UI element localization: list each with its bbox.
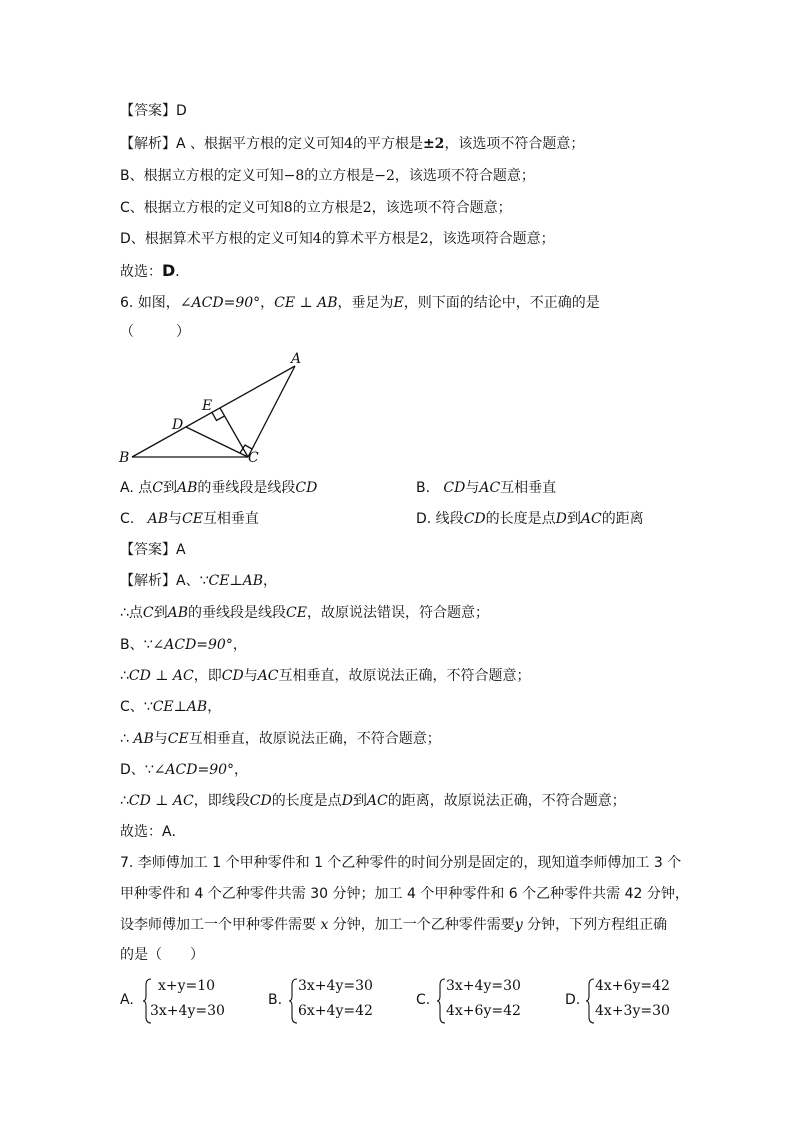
q6-analysis-5: C、∵CE⊥AB， [120,699,222,715]
q6-option-b: B. CD与AC互相垂直 [416,480,557,496]
label-d: D [172,417,184,433]
q7-stem-2: 甲种零件和 4 个乙种零件共需 30 分钟；加工 4 个甲种零件和 6 个乙种零件共需 42 分钟， [120,886,689,902]
question-number: 6. [120,295,134,311]
q6-analysis-1: 【解析】A、∵CE⊥AB， [120,573,277,589]
q5-analysis-a: 【解析】A 、根据平方根的定义可知4的平方根是±2，该选项不符合题意； [120,136,585,152]
q6-option-d: D. 线段CD的长度是点D到AC的距离 [416,511,644,527]
q6-blank: （ ） [120,324,190,340]
q6-conclusion: 故选：A． [120,824,186,840]
brace-icon [436,978,446,1024]
q6-analysis-7: D、∵∠ACD=90°， [120,762,249,778]
q6-stem: 6. 如图，∠ACD=90°，CE ⊥ AB，垂足为E，则下面的结论中，不正确的是 [120,295,600,311]
brace-icon [585,978,595,1024]
answer-label: 【答案】 [120,103,176,119]
triangle-figure [112,348,312,466]
label-b: B [119,450,130,466]
q5-analysis-c: C、根据立方根的定义可知8的立方根是2，该选项不符合题意； [120,200,512,216]
q6-analysis-3: B、∵∠ACD=90°， [120,637,247,653]
q6-analysis-2: ∴点C到AB的垂线段是线段CE，故原说法错误，符合题意； [120,605,489,621]
q6-analysis-8: ∴CD ⊥ AC，即线段CD的长度是点D到AC的距离，故原说法正确，不符合题意； [120,793,626,809]
q7-stem-4: 的是（ ） [120,947,204,963]
answer-value: A [176,542,186,558]
q7-stem-1: 7. 李师傅加工 1 个甲种零件和 1 个乙种零件的时间分别是固定的，现知道李师傅加工 3 个 [120,855,682,871]
answer-value: D [176,103,187,119]
answer-label: 【答案】 [120,542,176,558]
q6-option-a: A. 点C到AB的垂线段是线段CD [120,480,318,496]
analysis-label: 【解析】 [120,573,176,589]
brace-icon [288,978,298,1024]
q5-analysis-d: D、根据算术平方根的定义可知4的算术平方根是2，该选项符合题意； [120,231,555,247]
q5-analysis-b: B、根据立方根的定义可知−8的立方根是−2，该选项不符合题意； [120,168,535,184]
segment-ab [132,366,295,457]
q7-stem-3: 设李师傅加工一个甲种零件需要 x 分钟，加工一个乙种零件需要y 分钟，下列方程组正确 [120,917,668,933]
q5-conclusion: 故选：D． [120,261,190,280]
label-c: C [248,450,259,466]
q6-answer [120,540,186,560]
q6-analysis-6: ∴ AB与CE互相垂直，故原说法正确，不符合题意； [120,731,441,747]
q5-answer [120,101,187,121]
label-e: E [202,398,213,414]
q6-analysis-4: ∴CD ⊥ AC，即CD与AC互相垂直，故原说法正确，不符合题意； [120,668,531,684]
analysis-label: 【解析】 [120,136,176,152]
label-a: A [291,351,302,367]
q6-option-c: C. AB与CE互相垂直 [120,511,259,527]
